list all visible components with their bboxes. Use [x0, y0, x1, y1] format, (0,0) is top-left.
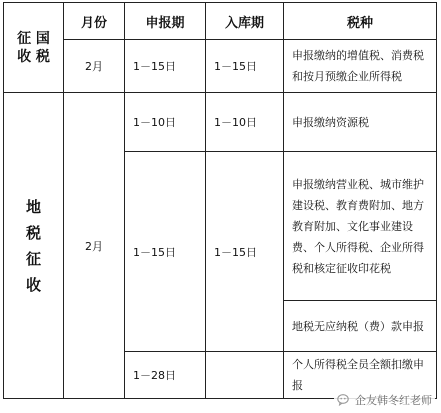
cell-filing-period: 1－15日 — [125, 40, 206, 93]
dishui-char: 收 — [25, 275, 41, 294]
cell-storage-period: 1－15日 — [206, 40, 284, 93]
cell-tax-type: 申报缴纳资源税 — [284, 93, 437, 152]
cell-tax-type: 地税无应纳税（费）款申报 — [284, 301, 437, 352]
watermark-text: 企友韩冬红老师 — [355, 394, 432, 407]
header-row — [4, 3, 437, 40]
cell-storage-period: 1－10日 — [206, 93, 284, 152]
cell-tax-type: 申报缴纳营业税、城市维护建设税、教育费附加、地方教育附加、文化事业建设费、个人所得税、企业所得税和核定征收印花税 — [284, 152, 437, 301]
dishui-label-cell — [4, 93, 64, 399]
cell-tax-type: 个人所得税全员全额扣缴申报 — [284, 352, 437, 399]
cell-filing-period: 1－28日 — [125, 352, 206, 399]
dishui-char: 地 — [25, 197, 41, 216]
guoshui-label-top: 征 国 — [17, 30, 50, 47]
cell-filing-period: 1－15日 — [125, 152, 206, 352]
header-month: 月份 — [64, 3, 125, 40]
header-filing-period: 申报期 — [125, 3, 206, 40]
cell-month: 2月 — [64, 40, 125, 93]
guoshui-label-bottom: 收 税 — [17, 48, 50, 65]
dishui-char: 征 — [25, 249, 41, 268]
wechat-bubble-icon — [337, 393, 351, 407]
cell-storage-period: 1－15日 — [206, 152, 284, 352]
header-storage-period: 入库期 — [206, 3, 284, 40]
watermark — [334, 391, 435, 409]
header-tax-type: 税种 — [284, 3, 437, 40]
guoshui-label-cell — [4, 3, 64, 93]
dishui-row-resource — [4, 93, 437, 152]
cell-filing-period: 1－10日 — [125, 93, 206, 152]
tax-schedule-table — [3, 2, 437, 399]
dishui-char: 税 — [25, 223, 41, 242]
cell-month: 2月 — [64, 93, 125, 399]
cell-tax-type: 申报缴纳的增值税、消费税和按月预缴企业所得税 — [284, 40, 437, 93]
guoshui-row — [4, 40, 437, 93]
cell-storage-period — [206, 352, 284, 399]
